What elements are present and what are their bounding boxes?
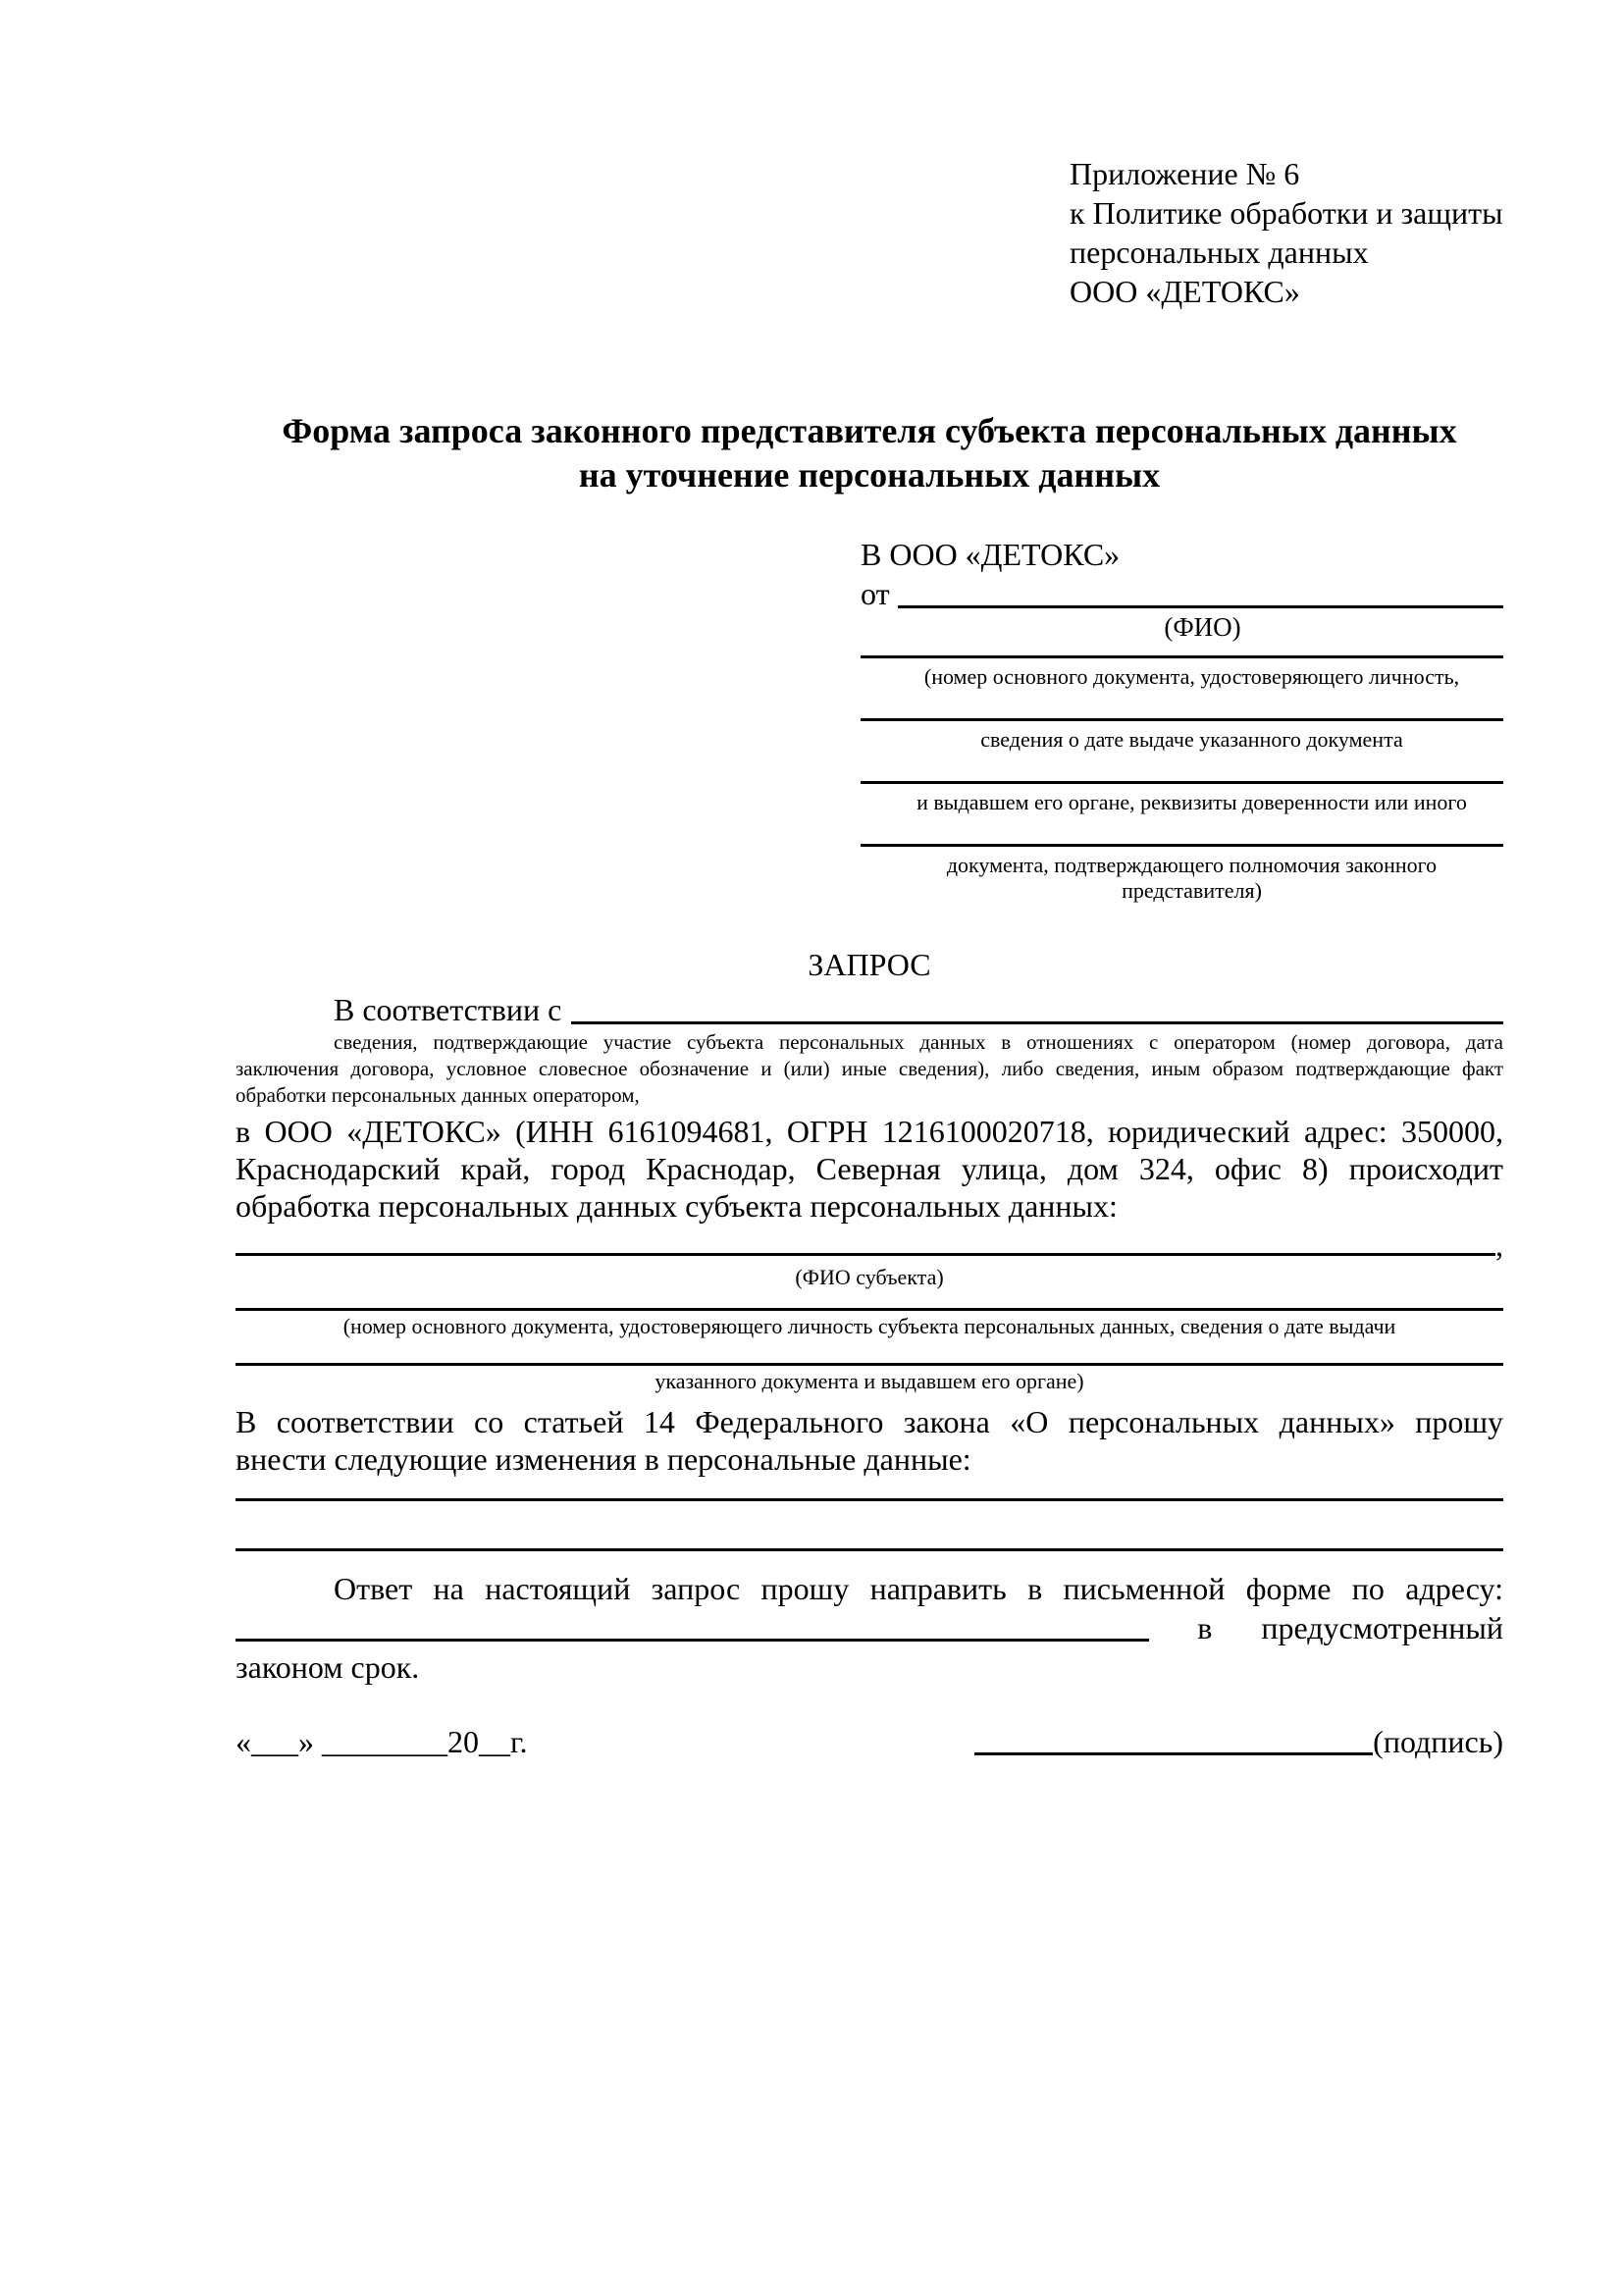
appendix-line-3: персональных данных [1070,235,1369,270]
response-in-word: в [1197,1610,1213,1645]
address-blank-line [236,1639,1149,1642]
footnote-paragraph [236,1029,1503,1109]
response-closing: законом срок. [236,1649,420,1685]
addressee-from-row [861,574,1503,613]
subject-doc-blank-line-2 [236,1338,1503,1366]
signature-field [974,1722,1503,1761]
footnote-line-3: обработки персональных данных оператором, [236,1083,640,1107]
from-blank-line [898,605,1503,608]
subject-fio-caption: (ФИО субъекта) [795,1265,944,1289]
field-caption-2: сведения о дате выдаче указанного документа [980,727,1403,752]
operator-paragraph-line-2: Краснодарский край, город Краснодар, Северная улица, дом 324, офис 8) происходит [236,1151,1503,1186]
from-label: от [861,576,890,611]
subject-fio-blank-line [236,1253,1495,1256]
blank-field-line-3 [861,753,1503,784]
operator-paragraph-line-1: в ООО «ДЕТОКС» (ИНН 6161094681, ОГРН 1216100020718, юридический адрес: 350000, [236,1114,1503,1149]
operator-paragraph [236,1113,1503,1225]
intro-paragraph [236,990,1503,1029]
blank-field-line-4 [861,815,1503,847]
fio-caption: (ФИО) [1164,612,1241,642]
appendix-line-4: ООО «ДЕТОКС» [1070,274,1300,309]
intro-label: В соответствии с [334,992,562,1027]
footnote-line-2: заключения договора, условное словесное обозначение и (или) иные сведения), либо сведения, иным образом подтверждающие факт [236,1057,1503,1080]
law-paragraph-line-2: внести следующие изменения в персональные данные: [236,1441,971,1477]
subject-fio-row [236,1228,1503,1262]
field-caption-3: и выдавшем его органе, реквизиты доверенности или иного [916,790,1467,814]
request-heading: ЗАПРОС [808,947,931,982]
subject-doc-blank-line-1 [236,1289,1503,1311]
appendix-block [1070,154,1503,311]
changes-blank-line-1 [236,1478,1503,1501]
response-paragraph-line-1: Ответ на настоящий запрос прошу направить в письменной форме по адресу: [334,1571,1503,1606]
operator-paragraph-line-3: обработка персональных данных субъекта персональных данных: [236,1188,1118,1224]
form-title-line-2: на уточнение персональных данных [578,455,1161,495]
response-right-text [1149,1608,1503,1647]
blank-field-line-1 [861,641,1503,658]
trailing-comma: , [1495,1227,1503,1263]
appendix-line-1: Приложение № 6 [1070,156,1300,191]
law-paragraph [236,1403,1503,1478]
form-title-line-1: Форма запроса законного представителя субъекта персональных данных [282,411,1457,450]
intro-blank-line [571,1021,1503,1024]
date-field: «___» ________20__г. [236,1724,528,1759]
blank-field-line-2 [861,690,1503,721]
footnote-line-1: сведения, подтверждающие участие субъекта персональных данных в отношениях с оператором (номер договора, дата [334,1030,1503,1054]
form-title [236,409,1503,497]
date-signature-row [236,1722,1503,1761]
subject-doc-caption-1: (номер основного документа, удостоверяющего личность субъекта персональных данных, сведения о дате выдачи [342,1314,1396,1338]
field-caption-1: (номер основного документа, удостоверяющего личность, [923,664,1460,689]
subject-doc-caption-2: указанного документа и выдавшем его органе) [654,1369,1084,1393]
appendix-line-2: к Политике обработки и защиты [1070,195,1503,231]
field-caption-4: документа, подтверждающего полномочия законного представителя) [946,853,1438,903]
signature-caption: (подпись) [1373,1724,1503,1759]
response-paragraph-line-2 [236,1608,1503,1647]
response-stipulated-word: предусмотренный [1261,1610,1503,1645]
addressee-to: В ООО «ДЕТОКС» [861,537,1121,572]
addressee-block [861,535,1503,904]
signature-blank-line [974,1752,1373,1755]
changes-blank-line-2 [236,1501,1503,1551]
law-paragraph-line-1: В соответствии со статьей 14 Федерального закона «О персональных данных» прошу [236,1404,1503,1439]
